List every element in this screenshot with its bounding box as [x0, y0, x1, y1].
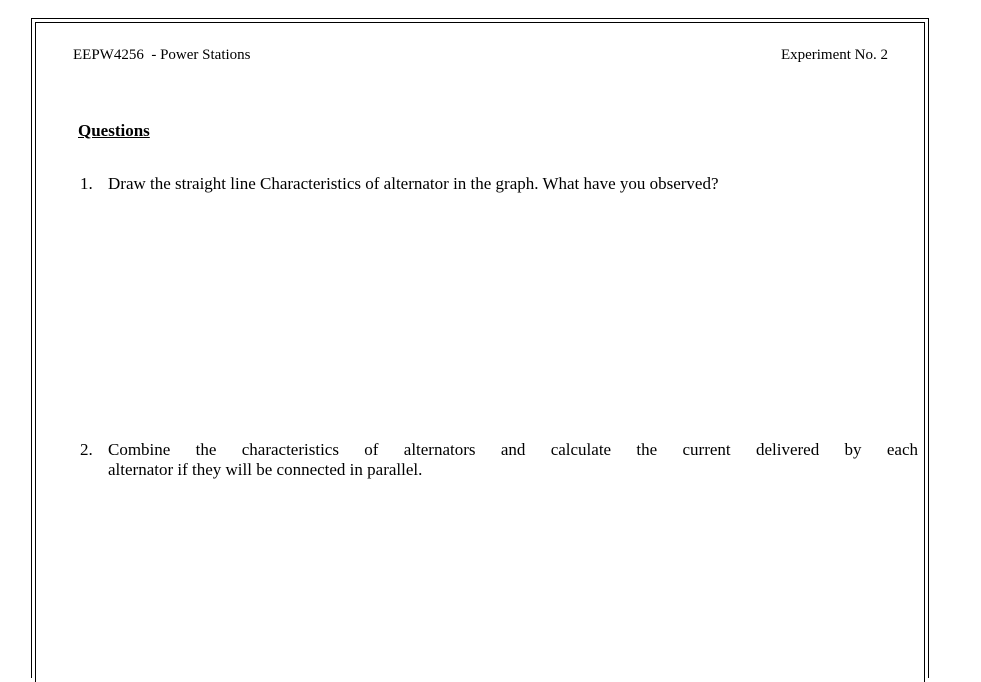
questions-heading: Questions [78, 121, 150, 140]
question-2-number: 2. [80, 440, 93, 459]
course-title: EEPW4256 - Power Stations [73, 47, 251, 63]
experiment-number: Experiment No. 2 [780, 47, 888, 63]
question-1-number: 1. [80, 174, 93, 193]
question-1-text: Draw the straight line Characteristics of alternator in the graph. What have you observed? [108, 174, 719, 193]
question-2-text [108, 440, 918, 480]
question-2-line-1: Combine the characteristics of alternators and calculate the current delivered by each [108, 440, 918, 459]
page-border-inner [35, 22, 925, 682]
question-2-line-2: alternator if they will be connected in parallel. [108, 460, 423, 479]
